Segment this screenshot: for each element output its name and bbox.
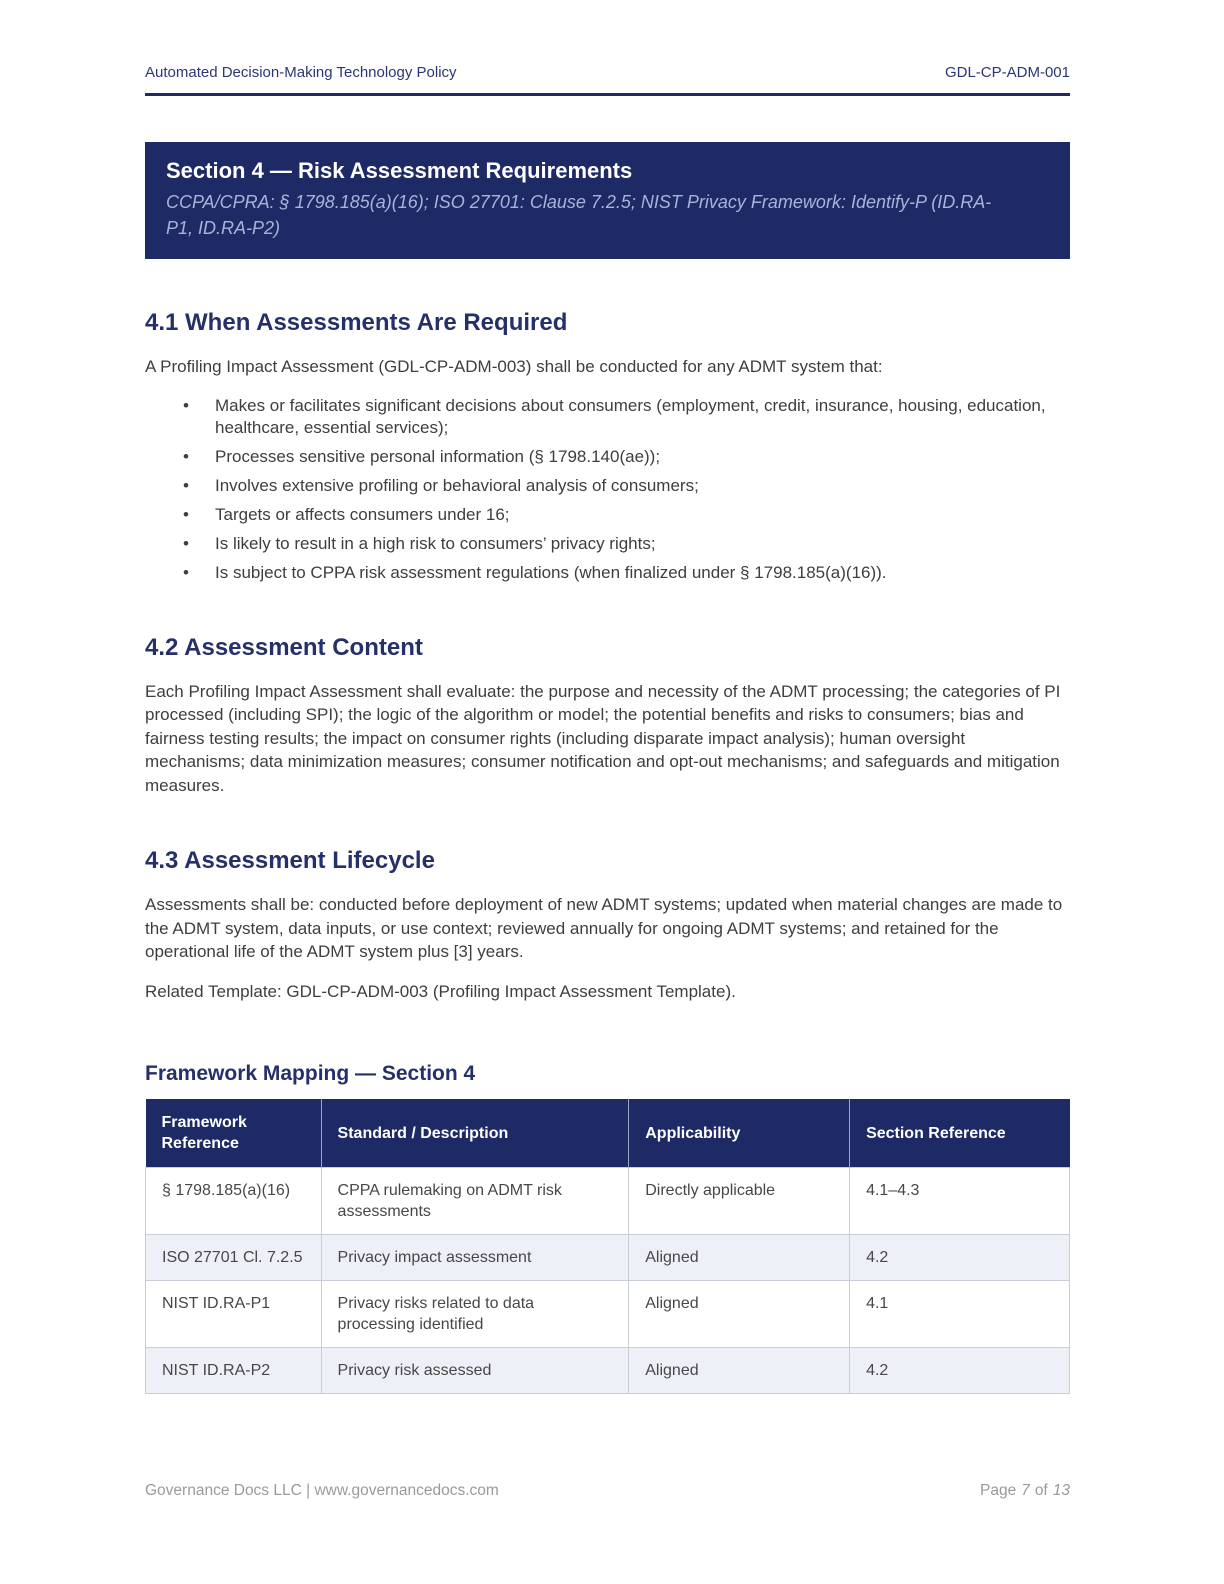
- bullet-item: • Is likely to result in a high risk to consumers’ privacy rights;: [145, 533, 1070, 555]
- running-footer: [145, 1482, 1070, 1500]
- section-banner-title: Section 4 — Risk Assessment Requirements: [166, 158, 633, 183]
- bullet-list-4-1: [145, 395, 1070, 584]
- heading-4-2: 4.2 Assessment Content: [145, 633, 423, 661]
- table-row: [146, 1348, 1070, 1394]
- table-header-row: [146, 1099, 1070, 1168]
- table-row: [146, 1168, 1070, 1235]
- cell-standard-description: Privacy risk assessed: [321, 1348, 629, 1394]
- heading-4-3: 4.3 Assessment Lifecycle: [145, 847, 435, 874]
- table-row: [146, 1281, 1070, 1348]
- page-total: 13: [1052, 1482, 1070, 1499]
- cell-section-reference: 4.1: [850, 1281, 1070, 1348]
- page-indicator: [980, 1482, 1070, 1500]
- cell-applicability: Aligned: [629, 1348, 850, 1394]
- doc-id: GDL-CP-ADM-001: [944, 64, 1070, 81]
- section-banner-subtitle: CCPA/CPRA: § 1798.185(a)(16); ISO 27701: Clause 7.2.5; NIST Privacy Framework: Identify-P (ID.RA-P1, ID.RA-P2): [166, 192, 992, 238]
- cell-framework-reference: ISO 27701 Cl. 7.2.5: [146, 1235, 322, 1281]
- bullet-item: • Is subject to CPPA risk assessment regulations (when finalized under § 1798.185(a)(16)).: [145, 562, 1070, 584]
- page-label: Page: [979, 1482, 1017, 1499]
- page-number: 7: [1021, 1482, 1030, 1499]
- cell-applicability: Aligned: [629, 1281, 850, 1348]
- cell-framework-reference: NIST ID.RA-P1: [146, 1281, 322, 1348]
- framework-mapping-heading: Framework Mapping — Section 4: [145, 1062, 476, 1085]
- column-header-framework-reference: Framework Reference: [146, 1099, 322, 1168]
- bullet-item: • Targets or affects consumers under 16;: [145, 504, 1070, 526]
- footer-company: Governance Docs LLC | www.governancedocs.com: [145, 1482, 499, 1499]
- doc-title: Automated Decision-Making Technology Policy: [145, 64, 457, 81]
- running-header: [145, 0, 1070, 96]
- column-header-standard-description: Standard / Description: [321, 1099, 629, 1168]
- related-template-note: Related Template: GDL-CP-ADM-003 (Profiling Impact Assessment Template).: [145, 981, 736, 1001]
- bullet-item: • Involves extensive profiling or behavioral analysis of consumers;: [145, 475, 1070, 497]
- paragraph-4-1-intro: A Profiling Impact Assessment (GDL-CP-ADM-003) shall be conducted for any ADMT system that:: [145, 357, 883, 376]
- cell-framework-reference: § 1798.185(a)(16): [146, 1168, 322, 1235]
- of-label: of: [1034, 1482, 1048, 1499]
- paragraph-4-3: Assessments shall be: conducted before deployment of new ADMT systems; updated when material changes are made to the ADMT system, data inputs, or use context; reviewed annually for ongoing ADMT systems; and retained for the operational life of the ADMT system plus [3] years.: [145, 895, 1063, 961]
- column-header-section-reference: Section Reference: [850, 1099, 1070, 1168]
- cell-applicability: Aligned: [629, 1235, 850, 1281]
- cell-framework-reference: NIST ID.RA-P2: [146, 1348, 322, 1394]
- heading-4-1: 4.1 When Assessments Are Required: [145, 309, 568, 336]
- framework-mapping-table: [145, 1099, 1070, 1394]
- cell-section-reference: 4.2: [850, 1235, 1070, 1281]
- cell-standard-description: Privacy impact assessment: [321, 1235, 629, 1281]
- section-banner: [145, 142, 1070, 259]
- cell-applicability: Directly applicable: [629, 1168, 850, 1235]
- cell-standard-description: Privacy risks related to data processing identified: [321, 1281, 629, 1348]
- table-row: [146, 1235, 1070, 1281]
- bullet-item: • Makes or facilitates significant decisions about consumers (employment, credit, insurance, housing, education, healthcare, essential services);: [145, 395, 1070, 439]
- cell-section-reference: 4.2: [850, 1348, 1070, 1394]
- bullet-item: • Processes sensitive personal information (§ 1798.140(ae));: [145, 446, 1070, 468]
- cell-section-reference: 4.1–4.3: [850, 1168, 1070, 1235]
- cell-standard-description: CPPA rulemaking on ADMT risk assessments: [321, 1168, 629, 1235]
- column-header-applicability: Applicability: [629, 1099, 850, 1168]
- paragraph-4-2: Each Profiling Impact Assessment shall evaluate: the purpose and necessity of the ADMT processing; the categories of PI processed (including SPI); the logic of the algorithm or model; the potential benefits and risks to consumers; bias and fairness testing results; the impact on consumer rights (including disparate impact analysis); human oversight mechanisms; data minimization measures; consumer notification and opt-out mechanisms; and safeguards and mitigation measures.: [145, 681, 1061, 795]
